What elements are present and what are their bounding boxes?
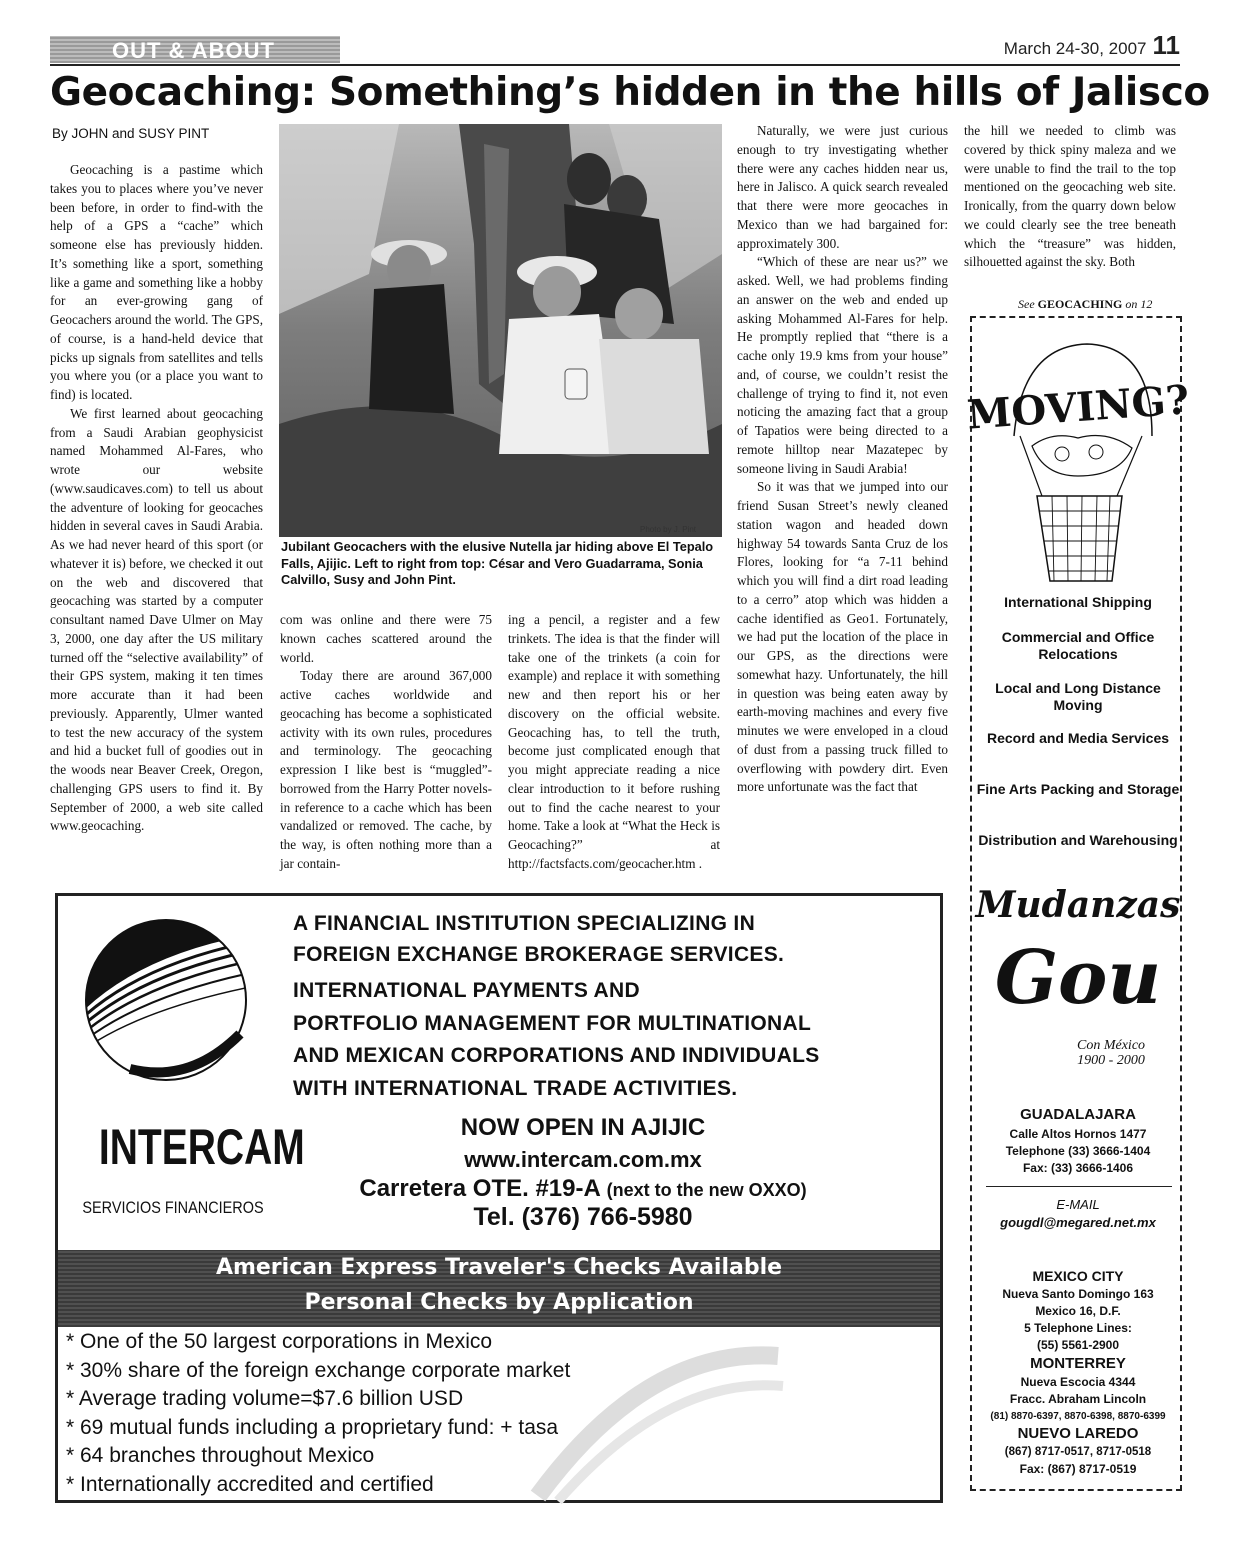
intercam-telephone: Tel. (376) 766-5980: [473, 1203, 693, 1231]
article-column-4: [737, 122, 948, 797]
article-column-3: [508, 611, 720, 874]
mty-area: Fracc. Abraham Lincoln: [1009, 1392, 1147, 1406]
paragraph: Today there are around 367,000 active caches worldwide and geocaching has become a sophisticated activity with its own rules, procedures and terminology. The geocaching expression I like best is “muggled”-borrowed from the Harry Potter novels-in reference to a cache which has been vandalized or removed. The cache, by the way, is often nothing more than a jar contain-: [280, 668, 492, 871]
mex-area: Mexico 16, D.F.: [1035, 1304, 1121, 1318]
nld-city: NUEVO LAREDO: [1017, 1425, 1139, 1442]
continuation-link[interactable]: See GEOCACHING on 12: [1018, 297, 1153, 311]
ad-headline-line: WITH INTERNATIONAL TRADE ACTIVITIES.: [293, 1077, 738, 1100]
list-item: * 64 branches throughout Mexico: [66, 1444, 375, 1467]
intercam-brand: INTERCAM: [98, 1119, 305, 1175]
list-item: * Average trading volume=$7.6 billion USD: [66, 1387, 464, 1410]
email-label: E-MAIL: [1056, 1197, 1100, 1212]
watermark-swoosh: [528, 1336, 788, 1506]
intercam-brand-sub: SERVICIOS FINANCIEROS: [82, 1198, 264, 1217]
intercam-globe-logo: [80, 914, 255, 1084]
intercam-url[interactable]: www.intercam.com.mx: [464, 1147, 702, 1172]
paragraph: com was online and there were 75 known caches scattered around the world.: [280, 612, 492, 665]
mex-phone: (55) 5561-2900: [1036, 1338, 1120, 1352]
paragraph: So it was that we jumped into our friend Susan Street’s newly cleaned station wagon and headed down highway 54 towards Santa Cruz de los Flores, looking for “a 7-11 behind which you will find a dirt road leading to a cerro” atop which was hidden a cache identified as Geo1. Fortunately, we had put the location of the place in our GPS, as the directions were somewhat hazy. Unfortunately, the hill in question was being eaten away by earth-moving machines and every five minutes we were enveloped in a cloud of dust from a passing truck filled to overflowing with powdery dirt. Even more unfortunate was the fact that: [737, 479, 948, 795]
mty-street: Nueva Escocia 4344: [1020, 1375, 1136, 1389]
paragraph: ing a pencil, a register and a few trinkets. The idea is that the finder will take one of the trinkets (a coin for example) and replace it with something new and then report his or her discovery on the official website. Geocaching has, to tell the truth, become just complicated enough that you might appreciate reading a nice clear introduction to it before rushing out to find the cache nearest to your home. Take a look at “What the Heck is Geocaching?” at http://factsfacts.com/geocacher.htm .: [508, 612, 720, 871]
page-number: 11: [1152, 30, 1180, 60]
brand-mudanzas: Mudanzas: [975, 884, 1181, 926]
band-line-1: American Express Traveler's Checks Available: [215, 1255, 783, 1280]
paragraph: “Which of these are near us?” we asked. Well, we had problems finding an answer on the web and ended up asking Mohammed Al-Fares for help. He promptly replied that “there is a cache only 19.9 kms from your house” and, of course, we couldn’t resist the challenge of trying to find it, not even noticing the amazing fact that a group of Tapatios were being directed to a remote hilltop near Mazatepec by someone living in Saudi Arabia!: [737, 254, 948, 476]
nld-fax: Fax: (867) 8717-0519: [1019, 1462, 1137, 1476]
mty-phone: (81) 8870-6397, 8870-6398, 8870-6399: [990, 1411, 1166, 1422]
list-item: * 69 mutual funds including a proprietary fund: + tasa: [66, 1415, 559, 1439]
list-item: * 30% share of the foreign exchange corporate market: [66, 1358, 571, 1382]
service-record-media: Record and Media Services: [986, 730, 1170, 746]
article-column-1: [50, 161, 263, 836]
intercam-address: Carretera OTE. #19-A (next to the new OXXO): [359, 1175, 807, 1202]
mex-city: MEXICO CITY: [1032, 1268, 1124, 1284]
section-label: OUT & ABOUT: [112, 38, 275, 63]
brand-gou: Gou: [994, 935, 1162, 1021]
intercam-facts-list: [66, 1328, 570, 1499]
service-distribution: Distribution and Warehousing: [978, 832, 1178, 848]
paragraph: Geocaching is a pastime which takes you to places where you’ve never been before, in order to find-with the help of a GPS a “cache” which someone else has previously hidden. It’s something like a sport, something like a game and something like a hobby for an ever-growing gang of Geocachers around the world. The GPS, of course, is a hand-held device that picks up signals from satellites and tells you where you (or a place you want to find) is located.: [50, 162, 263, 402]
list-item: * Internationally accredited and certified: [66, 1472, 434, 1496]
service-international-shipping: International Shipping: [1004, 594, 1152, 610]
email-divider: [986, 1186, 1172, 1187]
nld-phone: (867) 8717-0517, 8717-0518: [1004, 1446, 1152, 1458]
byline: By JOHN and SUSY PINT: [52, 126, 210, 141]
paragraph: the hill we needed to climb was covered by thick spiny maleza and we were unable to find the trail to the top mentioned on the geocaching web site. Ironically, from the quarry down below we could clearly see the tree beneath which the “treasure” was hidden, silhouetted against the sky. Both: [964, 123, 1176, 270]
list-item: * One of the 50 largest corporations in Mexico: [66, 1330, 493, 1353]
gdl-street: Calle Altos Hornos 1477: [1009, 1127, 1147, 1141]
ad-headline-line: INTERNATIONAL PAYMENTS AND: [293, 979, 640, 1002]
service-fine-arts: Fine Arts Packing and Storage: [976, 781, 1180, 797]
headline: Geocaching: Something’s hidden in the hills of Jalisco: [50, 70, 1210, 115]
ad-headline-line: AND MEXICAN CORPORATIONS AND INDIVIDUALS: [293, 1044, 820, 1067]
service-local-long-distance: Local and Long Distance Moving: [995, 680, 1161, 713]
service-commercial-relocations: Commercial and Office Relocations: [1001, 629, 1155, 662]
ad-headline-line: FOREIGN EXCHANGE BROKERAGE SERVICES.: [293, 943, 785, 966]
gdl-fax: Fax: (33) 3666-1406: [1022, 1161, 1134, 1175]
gdl-city: GUADALAJARA: [1020, 1106, 1136, 1123]
issue-date: March 24-30, 2007: [1003, 39, 1147, 58]
now-open: NOW OPEN IN AJIJIC: [460, 1114, 706, 1141]
article-column-5: [964, 122, 1176, 272]
article-photo: [279, 124, 722, 537]
ad-headline-line: A FINANCIAL INSTITUTION SPECIALIZING IN: [293, 912, 756, 935]
dateline: [1004, 30, 1180, 61]
checks-band: [58, 1250, 940, 1327]
mex-lines: 5 Telephone Lines:: [1024, 1321, 1132, 1335]
moving-balloon-logo: [965, 326, 1191, 591]
brand-tagline: Con México 1900 - 2000: [1077, 1038, 1146, 1068]
mty-city: MONTERREY: [1030, 1355, 1126, 1372]
geocachers-photo-illustration: [279, 124, 722, 537]
moving-logo-text: MOVING?: [965, 376, 1191, 439]
email-address[interactable]: gougdl@megared.net.mx: [1000, 1215, 1156, 1230]
gdl-telephone: Telephone (33) 3666-1404: [1005, 1144, 1151, 1158]
photo-credit: Photo by J. Pint: [640, 525, 697, 534]
ad-headline-line: PORTFOLIO MANAGEMENT FOR MULTINATIONAL: [293, 1012, 812, 1035]
article-column-2: [280, 611, 492, 874]
photo-caption: Jubilant Geocachers with the elusive Nutella jar hiding above El Tepalo Falls, Ajijic. Left to right from top: César and Vero Guadarrama, Sonia Calvillo, Susy and John Pint.: [281, 539, 714, 587]
paragraph: Naturally, we were just curious enough to try investigating whether there were any caches hidden near us, here in Jalisco. A quick search revealed that there were more geocaches in Mexico than we had bargained for: approximately 300.: [737, 123, 948, 251]
moving-ad: [965, 316, 1191, 1491]
mex-street: Nueva Santo Domingo 163: [1002, 1287, 1154, 1301]
paragraph: We first learned about geocaching from a Saudi Arabian geophysicist named Mohammed Al-Fares, who wrote our website (www.saudicaves.com) to tell us about the adventure of looking for geocaches hidden in several caves in Saudi Arabia. As we had never heard of this sport (or whatever it is) before, we checked it out on the web and discovered that geocaching was started by a computer consultant named Dave Ulmer on May 3, 2000, one day after the US military turned off the “selective availability” of their GPS system, making it ten times more accurate than it had been previously. Apparently, Ulmer wanted to test the new accuracy of the system and hid a bucket full of goodies out in the woods near Beaver Creek, Oregon, challenging GPS users to find it. By September of 2000, a web site called www.geocaching.: [50, 405, 263, 834]
band-line-2: Personal Checks by Application: [304, 1290, 694, 1315]
header-rule: [50, 64, 1180, 66]
intercam-ad: [55, 893, 943, 1503]
